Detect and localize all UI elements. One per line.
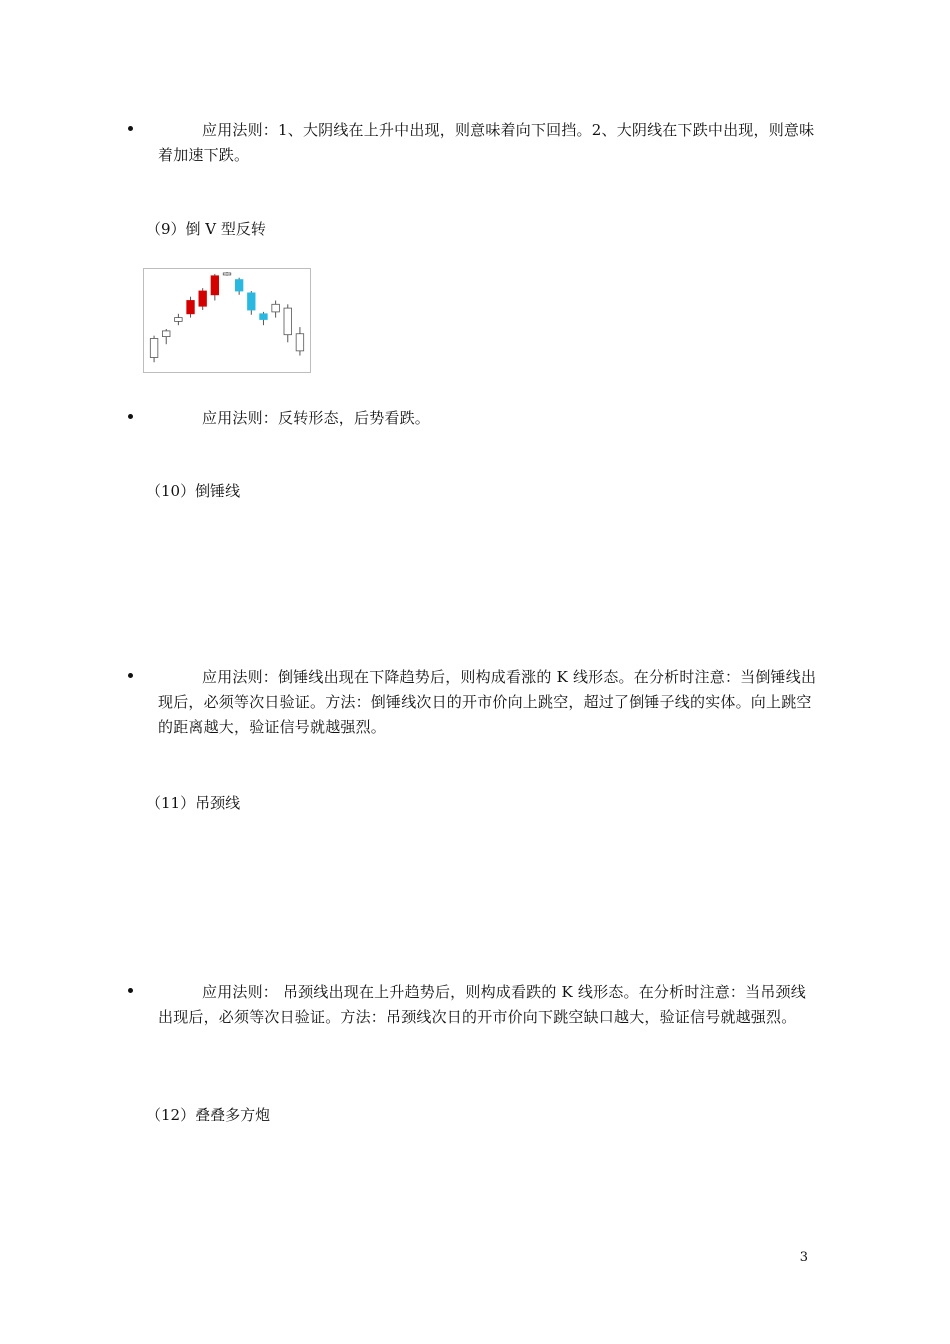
candle xyxy=(284,304,292,342)
bullet-paragraph-2 xyxy=(128,406,818,431)
candle-body xyxy=(187,301,195,314)
bullet-icon xyxy=(128,414,133,419)
candle-body xyxy=(162,331,170,337)
bullet-paragraph-3 xyxy=(128,665,818,740)
candle-body xyxy=(284,308,292,335)
bullet-paragraph-1 xyxy=(128,118,818,168)
candle xyxy=(260,312,268,325)
candle xyxy=(187,297,195,318)
page-number: 3 xyxy=(799,1250,808,1265)
candle xyxy=(211,274,219,301)
heading-9: （9）倒 V 型反转 xyxy=(146,220,266,238)
candle xyxy=(175,314,183,325)
heading-10: （10）倒锤线 xyxy=(146,482,241,500)
heading-12: （12）叠叠多方炮 xyxy=(146,1106,271,1124)
candle xyxy=(162,329,170,344)
candlestick-svg xyxy=(144,269,310,372)
candlestick-chart xyxy=(143,268,311,373)
candle xyxy=(199,288,207,310)
bullet-icon xyxy=(128,673,133,678)
candle-body xyxy=(296,334,304,351)
paragraph-text: 应用法则： 吊颈线出现在上升趋势后，则构成看跌的 K 线形态。在分析时注意：当吊颈线出现后，必须等次日验证。方法：吊颈线次日的开市价向下跳空缺口越大，验证信号就越强烈。 xyxy=(158,983,806,1026)
heading-11: （11）吊颈线 xyxy=(146,794,241,812)
candle xyxy=(248,291,256,315)
paragraph-text: 应用法则：反转形态，后势看跌。 xyxy=(202,409,431,427)
candle-body xyxy=(235,280,243,291)
candle-body xyxy=(211,276,219,295)
bullet-paragraph-4 xyxy=(128,980,818,1030)
candle xyxy=(223,272,231,276)
candle xyxy=(272,301,280,318)
candle-body xyxy=(248,293,256,310)
candle xyxy=(296,327,304,356)
candle-body xyxy=(223,273,231,275)
paragraph-text: 应用法则：倒锤线出现在下降趋势后，则构成看涨的 K 线形态。在分析时注意：当倒锤线出现后，必须等次日验证。方法：倒锤线次日的开市价向上跳空，超过了倒锤子线的实体。向上跳空的距离越大，验证信号就越强烈。 xyxy=(158,668,817,736)
paragraph-text: 应用法则：1、大阴线在上升中出现，则意味着向下回挡。2、大阴线在下跌中出现，则意味着加速下跌。 xyxy=(158,121,815,164)
candle xyxy=(150,336,158,363)
candle-body xyxy=(150,339,158,358)
candle-body xyxy=(199,291,207,306)
candle-body xyxy=(175,318,183,322)
candle-body xyxy=(272,304,280,312)
bullet-icon xyxy=(128,988,133,993)
candle xyxy=(235,278,243,295)
bullet-icon xyxy=(128,126,133,131)
candle-body xyxy=(260,314,268,320)
